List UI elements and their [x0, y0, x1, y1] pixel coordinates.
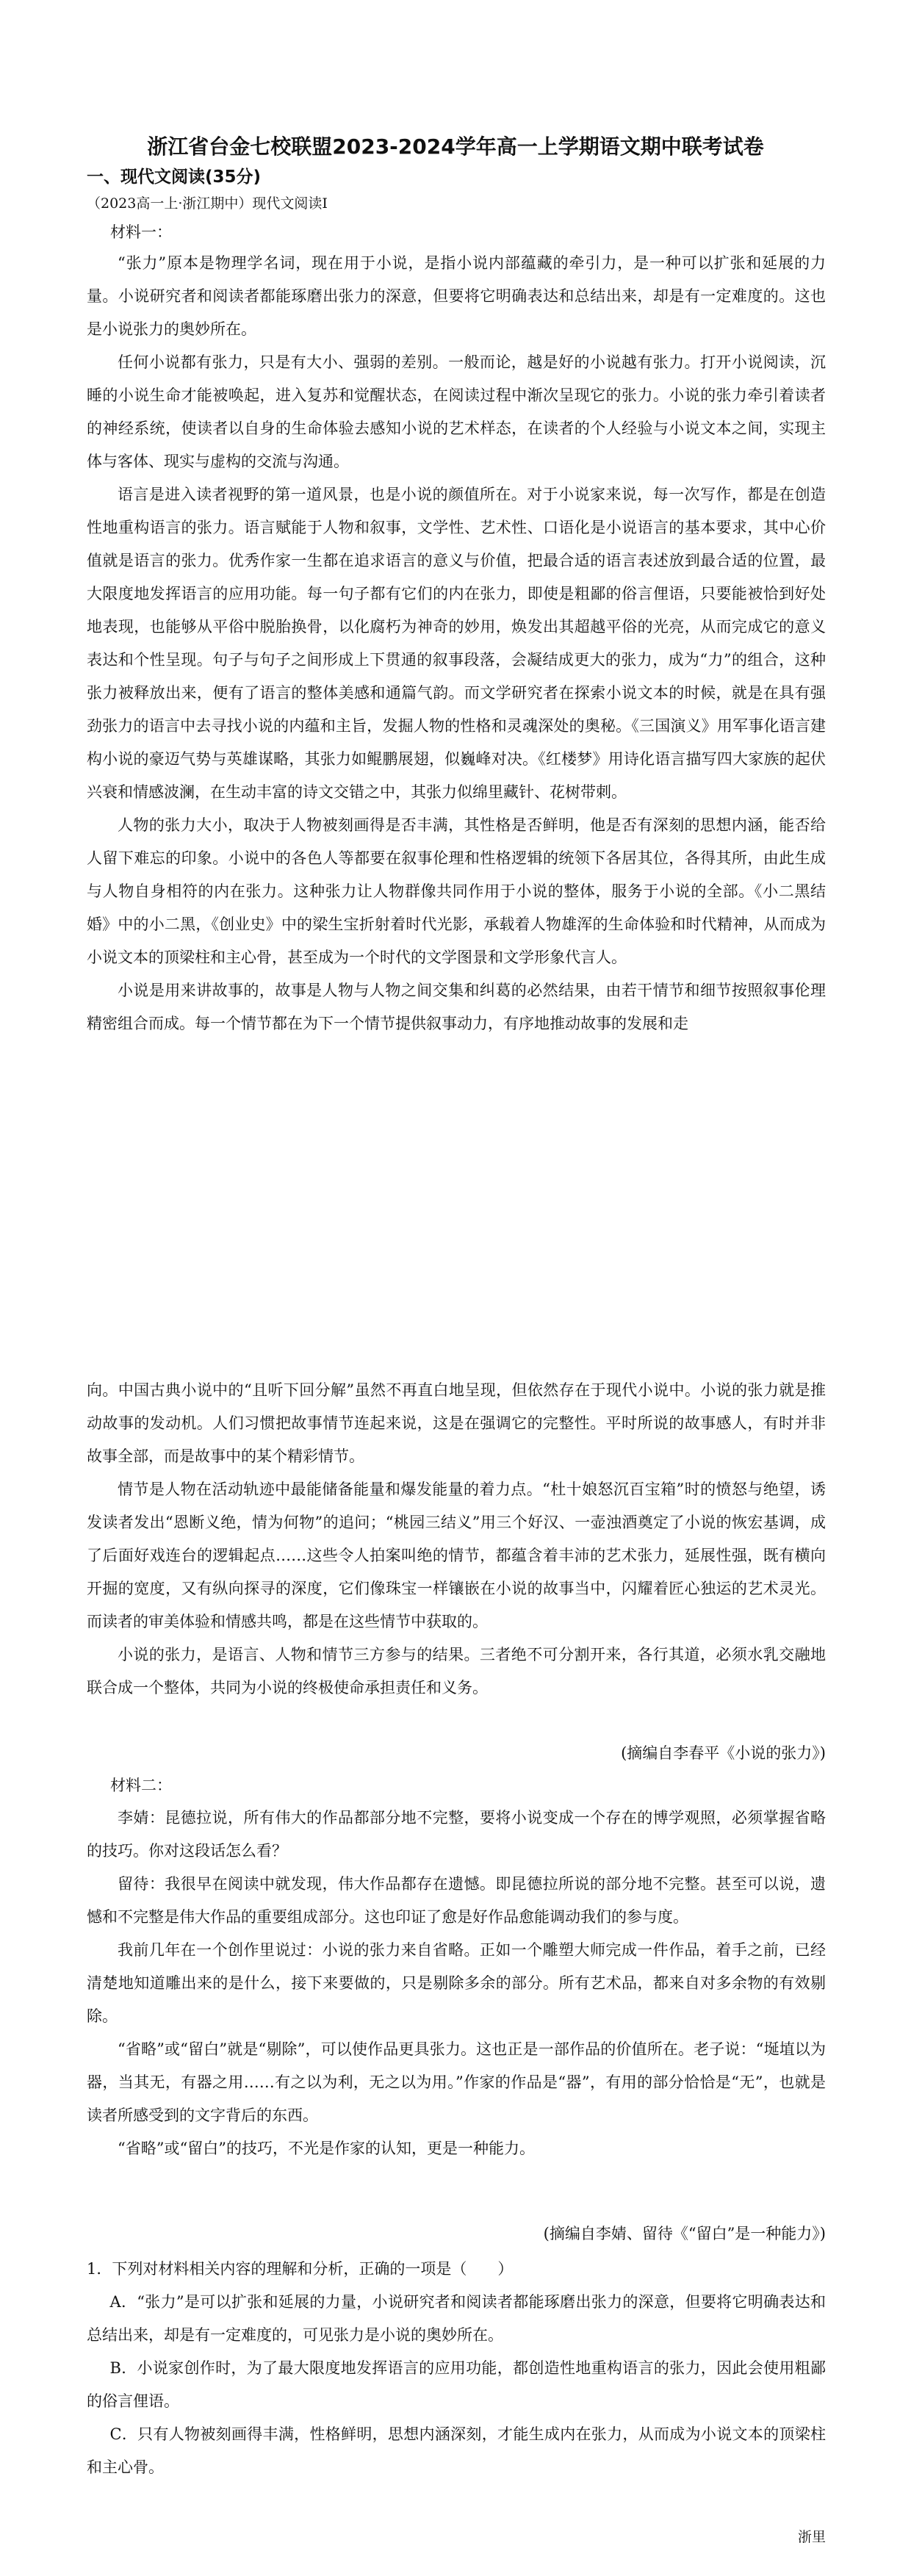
option-b: B．小说家创作时，为了最大限度地发挥语言的应用功能，都创造性地重构语言的张力，因此会使用粗鄙的俗言俚语。	[87, 2359, 826, 2410]
material2-label: 材料二：	[110, 1777, 172, 1794]
material1-label: 材料一：	[110, 223, 172, 241]
paragraph: 任何小说都有张力，只是有大小、强弱的差别。一般而论，越是好的小说越有张力。打开小说阅读，沉睡的小说生命才能被唤起，进入复苏和觉醒状态，在阅读过程中渐次呈现它的张力。小说的张力牵引着读者的神经系统，使读者以自身的生命体验去感知小说的艺术样态，在读者的个人经验与小说文本之间，实现主体与客体、现实与虚构的交流与沟通。	[87, 353, 826, 470]
question-stem: 1．下列对材料相关内容的理解和分析，正确的一项是（ ）	[87, 2260, 514, 2278]
material1-attribution: (摘编自李春平《小说的张力》)	[621, 1744, 826, 1762]
paragraph: 我前几年在一个创作里说过：小说的张力来自省略。正如一个雕塑大师完成一件作品，着手之前，已经清楚地知道雕出来的是什么，接下来要做的，只是剔除多余的部分。所有艺术品，都来自对多余物的有效剔除。	[87, 1941, 826, 2025]
material2-attribution: (摘编自李婧、留待《“留白”是一种能力》)	[543, 2225, 826, 2242]
paragraph: 语言是进入读者视野的第一道风景，也是小说的颜值所在。对于小说家来说，每一次写作，都是在创造性地重构语言的张力。语言赋能于人物和叙事，文学性、艺术性、口语化是小说语言的基本要求，其中心价值就是语言的张力。优秀作家一生都在追求语言的意义与价值，把最合适的语言表述放到最合适的位置，最大限度地发挥语言的应用功能。每一句子都有它们的内在张力，即使是粗鄙的俗言俚语，只要能被恰到好处地表现，也能够从平俗中脱胎换骨，以化腐朽为神奇的妙用，焕发出其超越平俗的光亮，从而完成它的意义表达和个性呈现。句子与句子之间形成上下贯通的叙事段落，会凝结成更大的张力，成为“力”的组合，这种张力被释放出来，便有了语言的整体美感和通篇气韵。而文学研究者在探索小说文本的时候，就是在具有强劲张力的语言中去寻找小说的内蕴和主旨，发掘人物的性格和灵魂深处的奥秘。《三国演义》用军事化语言建构小说的豪迈气势与英雄谋略，其张力如鲲鹏展翅，似巍峰对决。《红楼梦》用诗化语言描写四大家族的起伏兴衰和情感波澜，在生动丰富的诗文交错之中，其张力似绵里藏针、花树带刺。	[87, 486, 826, 801]
material2-text	[87, 1802, 826, 2165]
material1-text-part2	[87, 1374, 826, 1705]
paragraph: 向。中国古典小说中的“且听下回分解”虽然不再直白地呈现，但依然存在于现代小说中。小说的张力就是推动故事的发动机。人们习惯把故事情节连起来说，这是在强调它的完整性。平时所说的故事感人，有时并非故事全部，而是故事中的某个精彩情节。	[87, 1381, 826, 1465]
paragraph: 情节是人物在活动轨迹中最能储备能量和爆发能量的着力点。“杜十娘怒沉百宝箱”时的愤怒与绝望，诱发读者发出“恩断义绝，情为何物”的追问；“桃园三结义”用三个好汉、一壶浊酒奠定了小说的恢宏基调，成了后面好戏连台的逻辑起点……这些令人拍案叫绝的情节，都蕴含着丰沛的艺术张力，延展性强，既有横向开掘的宽度，又有纵向探寻的深度，它们像珠宝一样镶嵌在小说的故事当中，闪耀着匠心独运的艺术灵光。而读者的审美体验和情感共鸣，都是在这些情节中获取的。	[87, 1481, 826, 1630]
material1-text-part1	[87, 247, 826, 1040]
section-heading: 一、现代文阅读(35分)	[87, 168, 262, 187]
paragraph: “省略”或“留白”就是“剔除”，可以使作品更具张力。这也正是一部作品的价值所在。老子说：“埏埴以为器，当其无，有器之用……有之以为利，无之以为用。”作家的作品是“器”，有用的部分恰恰是“无”，也就是读者所感受到的文字背后的东西。	[87, 2040, 826, 2124]
question-source: （2023高一上·浙江期中）现代文阅读Ⅰ	[87, 195, 328, 212]
option-c: C．只有人物被刻画得丰满，性格鲜明，思想内涵深刻，才能生成内在张力，从而成为小说文本的顶梁柱和主心骨。	[87, 2425, 826, 2476]
paragraph: 小说是用来讲故事的，故事是人物与人物之间交集和纠葛的必然结果，由若干情节和细节按照叙事伦理精密组合而成。每一个情节都在为下一个情节提供叙事动力，有序地推动故事的发展和走	[87, 982, 826, 1032]
paragraph: “张力”原本是物理学名词，现在用于小说，是指小说内部蕴藏的牵引力，是一种可以扩张和延展的力量。小说研究者和阅读者都能琢磨出张力的深意，但要将它明确表达和总结出来，却是有一定难度的。这也是小说张力的奥妙所在。	[87, 254, 826, 338]
paragraph: 人物的张力大小，取决于人物被刻画得是否丰满，其性格是否鲜明，他是否有深刻的思想内涵，能否给人留下难忘的印象。小说中的各色人等都要在叙事伦理和性格逻辑的统领下各居其位，各得其所，由此生成与人物自身相符的内在张力。这种张力让人物群像共同作用于小说的整体，服务于小说的全部。《小二黑结婚》中的小二黑，《创业史》中的梁生宝折射着时代光影，承载着人物雄浑的生命体验和时代精神，从而成为小说文本的顶梁柱和主心骨，甚至成为一个时代的文学图景和文学形象代言人。	[87, 816, 826, 966]
option-a: A．“张力”是可以扩张和延展的力量，小说研究者和阅读者都能琢磨出张力的深意，但要将它明确表达和总结出来，却是有一定难度的，可见张力是小说的奥妙所在。	[87, 2293, 826, 2344]
paragraph: 小说的张力，是语言、人物和情节三方参与的结果。三者绝不可分割开来，各行其道，必须水乳交融地联合成一个整体，共同为小说的终极使命承担责任和义务。	[87, 1646, 826, 1697]
exam-title: 浙江省台金七校联盟2023-2024学年高一上学期语文期中联考试卷	[147, 134, 764, 159]
paragraph: 李婧：昆德拉说，所有伟大的作品都部分地不完整，要将小说变成一个存在的博学观照，必须掌握省略的技巧。你对这段话怎么看？	[87, 1809, 826, 1860]
question-1	[87, 2253, 826, 2484]
paragraph: 留待：我很早在阅读中就发现，伟大作品都存在遗憾。即昆德拉所说的部分地不完整。甚至可以说，遗憾和不完整是伟大作品的重要组成部分。这也印证了愈是好作品愈能调动我们的参与度。	[87, 1875, 826, 1926]
footer-mark: 浙里	[797, 2529, 826, 2545]
paragraph: “省略”或“留白”的技巧，不光是作家的认知，更是一种能力。	[118, 2140, 535, 2157]
